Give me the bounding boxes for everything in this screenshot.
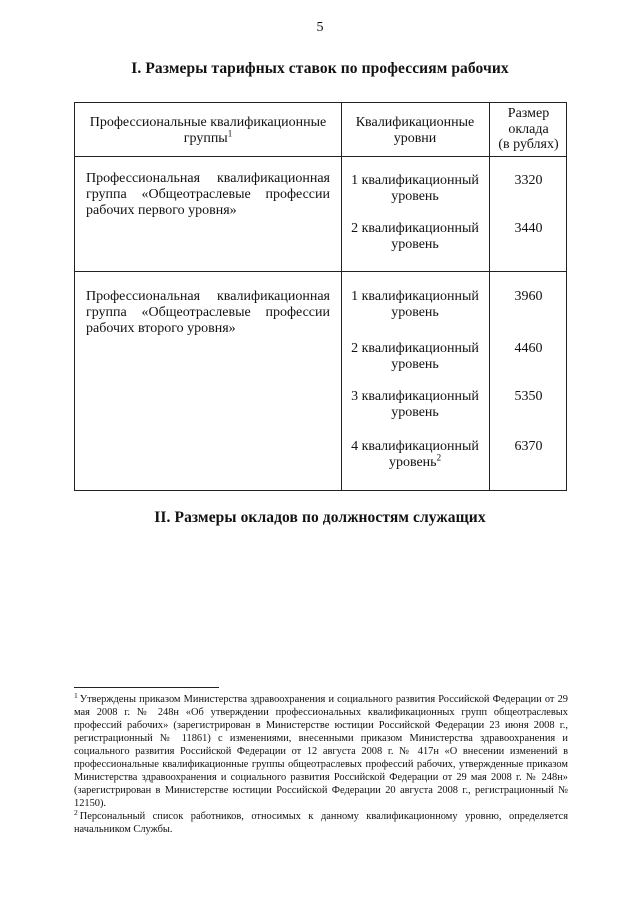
header-salary-line: Размер — [507, 106, 550, 121]
group-name-first-level: Профессиональная квалификационная группа «Общеотраслевые профессии рабочих первого уровня» — [86, 171, 330, 218]
footnote-mark: 2 — [74, 807, 78, 817]
salary-amount: 3440 — [514, 221, 543, 236]
qualification-level-line: уровень — [391, 405, 439, 420]
footnote-mark: 1 — [74, 690, 78, 700]
table-row-divider — [75, 271, 566, 272]
salary-amount: 5350 — [514, 389, 543, 404]
header-salary-amount — [489, 106, 568, 153]
salary-amount: 3320 — [514, 173, 543, 188]
qualification-level-line: уровень — [391, 357, 439, 372]
salary-amount: 3960 — [514, 289, 543, 304]
tariff-rates-table — [74, 102, 567, 491]
qualification-level-word: уровень — [388, 455, 437, 470]
qualification-level-line: 1 квалификационный — [351, 173, 479, 188]
footnote-text: Утверждены приказом Министерства здравоохранения и социального развития Российской Федерации от 29 мая 2008 г. № 248н «Об утверждении профессиональных квалификационных групп общеотраслевых профессий рабочих» (зарегистрирован в Министерстве юстиции Российской Федерации 23 июня 2008 г., регистрационный № 11861) с изменениями, внесенными приказом Министерства здравоохранения и социального развития Российской Федерации от 12 августа 2008 г. № 417н «О внесении изменений в профессиональные квалификационные группы общеотраслевых профессий рабочих, утвержденные приказом Министерства здравоохранения и социального развития Российской Федерации от 29 мая 2008 г. № 248н» (зарегистрирован в Министерстве юстиции Российской Федерации 20 августа 2008 г., регистрационный № 12150). — [74, 694, 568, 809]
qualification-level-line: уровень — [391, 237, 439, 252]
qualification-level-line: 3 квалификационный — [351, 389, 479, 404]
footnote-ref-1: 1 — [227, 128, 233, 139]
group-name-second-level: Профессиональная квалификационная группа «Общеотраслевые профессии рабочих второго уровня» — [86, 289, 330, 336]
table-header-divider — [75, 156, 566, 157]
footnote-1 — [74, 690, 568, 810]
qualification-level-line: 4 квалификационный — [351, 439, 479, 454]
salary-amount: 4460 — [514, 341, 543, 356]
salary-amount: 6370 — [514, 439, 543, 454]
qualification-level — [341, 289, 489, 321]
header-qualification-groups-label: Профессиональные квалификационные группы — [89, 115, 327, 146]
section-title-worker-rates: I. Размеры тарифных ставок по профессиям рабочих — [131, 60, 509, 77]
footnotes — [74, 690, 568, 836]
header-qualification-levels — [341, 115, 489, 147]
qualification-level — [341, 341, 489, 373]
qualification-level — [341, 173, 489, 205]
section-title-employee-salaries: II. Размеры окладов по должностям служащих — [154, 509, 486, 526]
qualification-level-line: 1 квалификационный — [351, 289, 479, 304]
footnote-ref-2: 2 — [436, 452, 442, 463]
header-salary-line: (в рублях) — [498, 137, 559, 152]
qualification-level-line: 2 квалификационный — [351, 341, 479, 356]
qualification-level-line — [341, 452, 489, 471]
qualification-level — [341, 221, 489, 253]
header-salary-line: оклада — [508, 121, 549, 137]
header-qualification-levels-line: Квалификационные — [355, 115, 475, 130]
qualification-level — [341, 439, 489, 471]
qualification-level-line: 2 квалификационный — [351, 221, 479, 236]
qualification-level-line: уровень — [391, 305, 439, 320]
footnote-2 — [74, 807, 568, 836]
header-qualification-groups — [75, 115, 341, 147]
header-qualification-levels-line: уровни — [393, 131, 437, 146]
page-number: 5 — [316, 20, 324, 35]
qualification-level-line: уровень — [391, 189, 439, 204]
footnote-text: Персональный список работников, относимых к данному квалификационному уровню, определяется начальником Службы. — [74, 811, 568, 835]
footnote-separator — [74, 687, 219, 688]
qualification-level — [341, 389, 489, 421]
